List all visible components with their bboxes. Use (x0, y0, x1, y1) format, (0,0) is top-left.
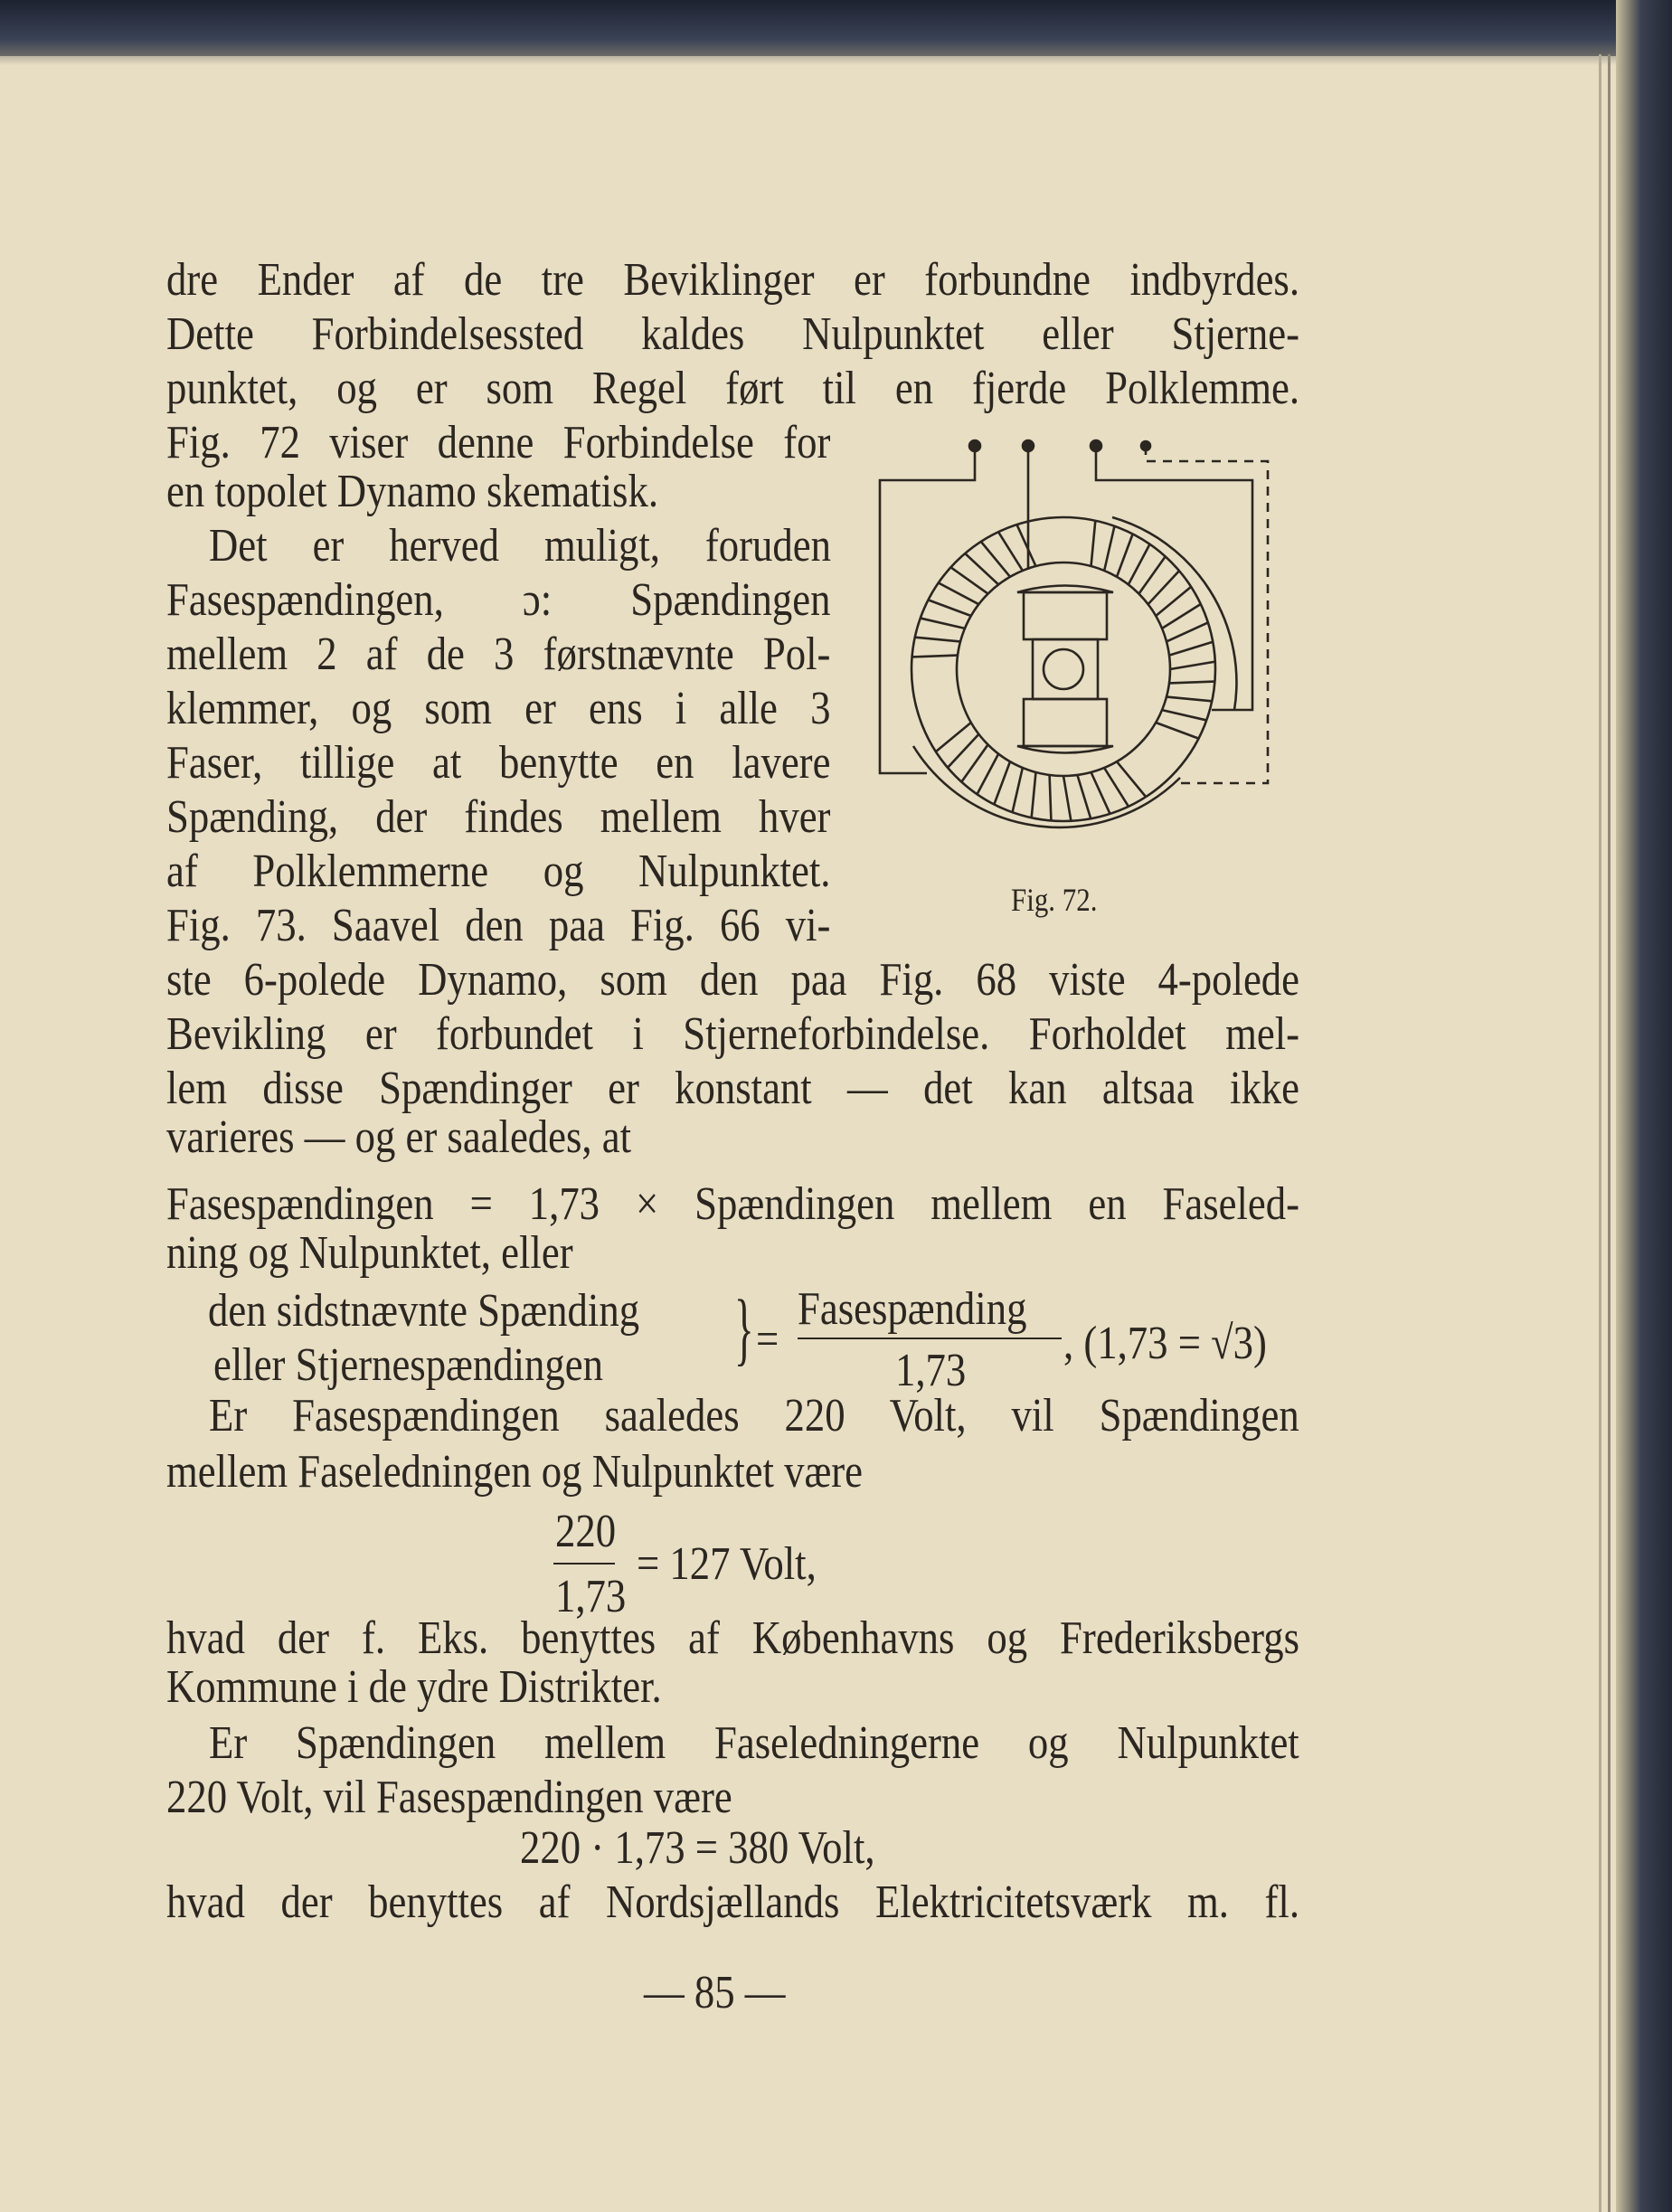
winding-turn (1162, 710, 1206, 720)
winding-turn (950, 567, 987, 593)
winding-turn (1016, 525, 1035, 566)
text-line: Fig. 72 viser denne Forbindelse for (166, 417, 831, 468)
pole-shoe (1017, 746, 1113, 753)
text-line: mellem 2 af de 3 førstnævnte Pol- (166, 629, 831, 680)
formula-left-top: den sidstnævnte Spænding (208, 1285, 640, 1337)
text-line: af Polklemmerne og Nulpunktet. (166, 846, 831, 897)
winding-turn (1170, 662, 1215, 669)
text-line: Fasespændingen = 1,73 × Spændingen mellem en Faseled- (166, 1178, 1300, 1230)
text-line: punktet, og er som Regel ført til en fjerde Polklemme. (166, 363, 1300, 414)
winding-turn (1169, 642, 1213, 656)
text-line: Bevikling er forbundet i Stjerneforbindelse. Forholdet mel- (166, 1008, 1300, 1060)
winding-turn (1156, 723, 1198, 739)
winding-turn (1013, 768, 1023, 812)
formula-brace: } (734, 1284, 754, 1374)
book-cover-top-edge (0, 0, 1672, 56)
winding-turn (1104, 768, 1129, 807)
page-edge-line (1599, 54, 1601, 2212)
winding-turn (1063, 776, 1071, 821)
formula-denominator: 1,73 (895, 1345, 967, 1396)
text-line: 220 · 1,73 = 380 Volt, (520, 1822, 875, 1874)
fraction-bar (798, 1338, 1062, 1339)
winding-turn (1117, 534, 1133, 576)
winding-turn (939, 583, 979, 605)
terminals (969, 440, 1150, 451)
winding-turn (928, 600, 970, 616)
formula2-result: = 127 Volt, (637, 1538, 817, 1590)
winding-turn (1117, 761, 1146, 797)
text-line: klemmer, og som er ens i alle 3 (166, 683, 831, 734)
pole-shoe (1017, 586, 1113, 593)
winding-turn (1091, 521, 1096, 566)
book-spine-edge (1616, 0, 1672, 2212)
text-line: hvad der benyttes af Nordsjællands Elektricitetsværk m. fl. (166, 1876, 1300, 1928)
winding-turn (1050, 775, 1052, 820)
formula2-numerator: 220 (555, 1506, 617, 1557)
armature-inner-ring (957, 562, 1170, 776)
text-line: hvad der f. Eks. benyttes af Københavns og Frederiksbergs (166, 1612, 1300, 1664)
winding-turn (1091, 772, 1110, 814)
formula-left-bottom: eller Stjernespændingen (213, 1339, 603, 1391)
dynamo-diagram (850, 416, 1302, 868)
winding-turn (994, 761, 1010, 804)
winding-turn (1104, 526, 1114, 571)
text-line: dre Ender af de tre Beviklinger er forbundne indbyrdes. (166, 254, 1300, 306)
page-edge-line (1608, 54, 1611, 2212)
pole-yoke (1112, 517, 1236, 710)
wire (880, 446, 975, 773)
fraction-bar (553, 1563, 615, 1564)
pole-piece-top (1024, 592, 1107, 639)
winding-turn (961, 744, 987, 781)
winding-turn (1032, 772, 1036, 818)
text-line: ste 6-polede Dynamo, som den paa Fig. 68 viste 4-polede (166, 954, 1300, 1006)
shaft (1044, 649, 1083, 689)
pole-piece-bottom (1024, 699, 1107, 746)
winding-turn (978, 754, 999, 795)
text-line: lem disse Spændinger er konstant — det kan altsaa ikke (166, 1063, 1300, 1114)
winding-turn (1169, 682, 1214, 684)
page-shadow (0, 56, 1672, 65)
page-number: — 85 — (644, 1967, 786, 2018)
text-line: Fig. 73. Saavel den paa Fig. 66 vi- (166, 900, 831, 951)
text-line: Fasespændingen, ɔ: Spændingen (166, 574, 831, 626)
winding-turn (1167, 622, 1208, 641)
neutral-wire-dashed (1146, 446, 1268, 783)
formula-numerator: Fasespænding (798, 1283, 1027, 1335)
winding-turn (1138, 556, 1165, 593)
winding-turn (921, 619, 965, 629)
text-line: Er Fasespændingen saaledes 220 Volt, vil Spændingen (209, 1390, 1299, 1442)
formula2-denominator: 1,73 (555, 1571, 627, 1622)
text-line: 220 Volt, vil Fasespændingen være (166, 1772, 732, 1823)
formula-equals: = (756, 1314, 779, 1366)
winding-turn (1167, 697, 1212, 702)
text-line: varieres — og er saaledes, at (166, 1111, 632, 1163)
text-line: Dette Forbindelsessted kaldes Nulpunktet eller Stjerne- (166, 308, 1300, 360)
winding-turn (915, 638, 960, 642)
winding-turn (1162, 604, 1201, 629)
text-line: Kommune i de ydre Distrikter. (166, 1661, 662, 1713)
winding-turn (998, 532, 1023, 571)
formula-note: , (1,73 = √3) (1063, 1318, 1267, 1369)
winding-turn (1129, 544, 1150, 585)
text-line: mellem Faseledningen og Nulpunktet være (166, 1446, 864, 1498)
text-line: Faser, tillige at benytte en lavere (166, 737, 831, 789)
text-line: en topolet Dynamo skematisk. (166, 466, 659, 517)
figure-caption: Fig. 72. (1011, 882, 1098, 918)
text-line: ning og Nulpunktet, eller (166, 1227, 573, 1279)
pole-yoke (913, 746, 1180, 827)
winding-turn (912, 656, 958, 657)
text-line: Er Spændingen mellem Faseledningerne og Nulpunktet (209, 1717, 1299, 1769)
text-line: Det er herved muligt, foruden (209, 520, 831, 572)
winding-turn (1077, 775, 1091, 818)
text-line: Spænding, der findes mellem hver (166, 791, 831, 843)
